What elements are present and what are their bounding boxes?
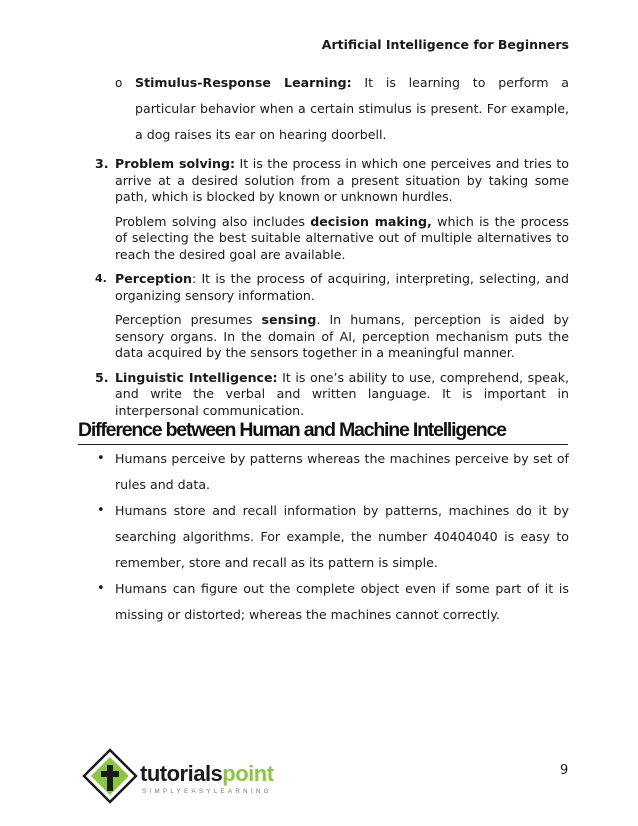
list-item <box>95 576 569 628</box>
bullet-icon: • <box>97 503 105 518</box>
item-text: It is one’s ability to use, comprehend, speak, and write the verbal and written language. It is important in interpersonal communication. <box>115 369 570 418</box>
bullet-text: Humans perceive by patterns whereas the machines perceive by set of rules and data. <box>115 451 569 492</box>
logo-tagline: SIMPLYEASYLEARNING <box>142 788 272 795</box>
item-term: Problem solving: <box>115 156 236 171</box>
item-text: It is the process in which one perceives and tries to arrive at a desired solution from a present situation by taking some path, which is blocked by known or unknown hurdles. <box>115 156 570 204</box>
tutorialspoint-logo-icon <box>84 750 136 802</box>
difference-bullet-list <box>95 446 569 628</box>
sub-bullet-marker: o <box>115 76 123 90</box>
stimulus-response-item <box>95 70 569 148</box>
stimulus-text: It is learning to perform a particular behavior when a certain stimulus is present. For example, a dog raises its ear on hearing doorbell. <box>135 75 569 142</box>
list-item-problem-solving <box>95 156 569 263</box>
bullet-text: Humans store and recall information by patterns, machines do it by searching algorithms. For example, the number 40404040 is easy to remember, store and recall as its pattern is simple. <box>115 503 569 570</box>
item-paragraph-text: Problem solving also includes <box>115 213 311 229</box>
item-number: 5. <box>95 369 109 385</box>
page-number: 9 <box>560 763 569 778</box>
item-number: 3. <box>95 156 109 171</box>
section-heading: Difference between Human and Machine Intelligence <box>78 419 568 445</box>
list-item-perception <box>95 271 569 362</box>
bullet-text: Humans can figure out the complete object even if some part of it is missing or distorted; whereas the machines cannot correctly. <box>115 581 569 622</box>
item-paragraph-text: Perception presumes <box>115 312 262 327</box>
list-item-linguistic <box>95 370 569 420</box>
item-paragraph-bold: sensing <box>261 312 317 327</box>
item-term: Linguistic Intelligence: <box>115 369 278 385</box>
item-term: Perception <box>115 271 192 286</box>
body-content <box>95 70 569 419</box>
item-text: : It is the process of acquiring, interpreting, selecting, and organizing sensory information. <box>115 271 569 303</box>
running-header: Artificial Intelligence for Beginners <box>321 37 569 52</box>
item-paragraph-text: . In humans, perception is aided by sensory organs. In the domain of AI, perception mechanism puts the data acquired by the sensors together in a meaningful manner. <box>115 312 570 360</box>
tutorialspoint-logo <box>80 746 290 806</box>
item-paragraph-text: which is the process of selecting the best suitable alternative out of multiple alternatives to reach the desired goal are available. <box>115 213 569 262</box>
stimulus-term: Stimulus-Response Learning: <box>135 75 352 90</box>
item-number: 4. <box>95 272 107 285</box>
item-paragraph-bold: decision making, <box>310 213 432 229</box>
logo-wordmark: tutorialspoint <box>140 761 274 786</box>
list-item <box>95 498 569 576</box>
bullet-icon: • <box>97 451 105 466</box>
bullet-icon: • <box>97 581 105 596</box>
list-item <box>95 446 569 498</box>
